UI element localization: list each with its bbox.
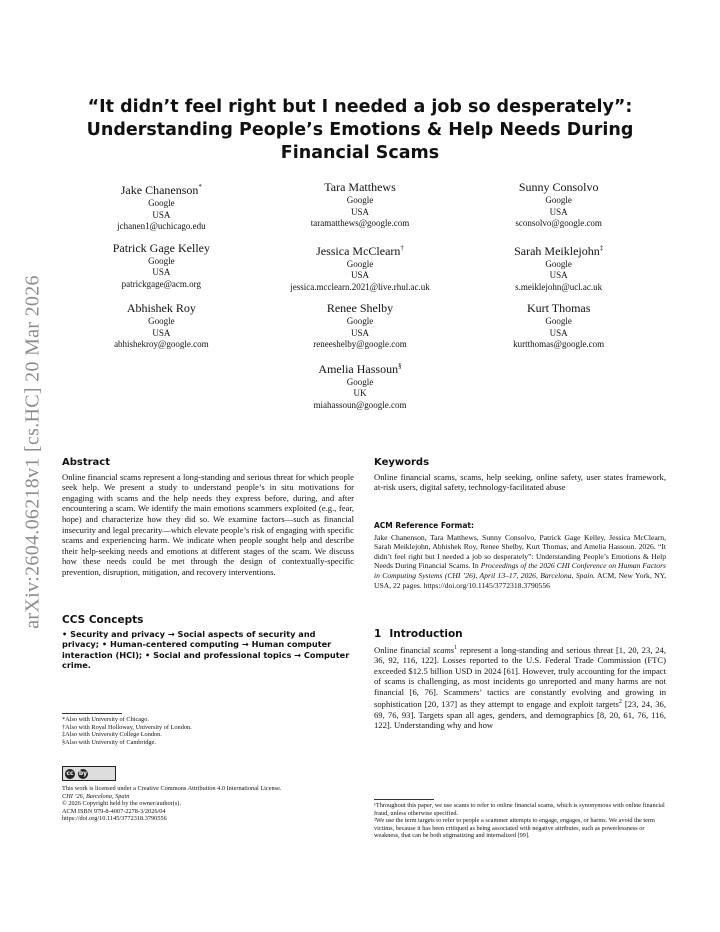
ccs-heading: CCS Concepts — [62, 614, 144, 626]
cc-icon: cc — [66, 769, 74, 777]
author-row — [62, 301, 658, 351]
author-country: USA — [351, 327, 370, 338]
author-card — [260, 359, 460, 412]
author-country: UK — [353, 388, 367, 398]
abstract-section — [62, 458, 354, 578]
copyright-text: © 2026 Copyright held by the owner/author(s). — [62, 800, 181, 808]
author-country: USA — [351, 206, 370, 217]
author-email[interactable]: jessica.mcclearn.2021@live.rhul.ac.uk — [290, 281, 430, 292]
author-email[interactable]: taramatthews@google.com — [310, 218, 410, 228]
affiliation-mark: † — [400, 243, 404, 252]
affiliation-note: §Also with University of Cambridge. — [62, 738, 156, 746]
author-name: Amelia Hassoun§ — [318, 361, 402, 376]
cc-by-license-icon[interactable] — [62, 766, 116, 781]
author-name: Jessica McClearn† — [316, 243, 404, 258]
author-country: USA — [549, 327, 568, 338]
author-name: Sarah Meiklejohn‡ — [514, 243, 604, 258]
author-email[interactable]: miahassoun@google.com — [313, 399, 407, 410]
author-name: Jake Chanenson* — [120, 183, 202, 197]
footnote: ¹Throughout this paper, we use scams to refer to online financial scams, which is synonymous with online financial fraud, unless otherwise specified. — [374, 802, 665, 817]
keywords-section — [374, 458, 666, 493]
footnote-rule — [374, 799, 434, 800]
ccs-section — [62, 615, 354, 671]
reference-format-heading: ACM Reference Format: — [374, 521, 474, 530]
author-country: USA — [549, 270, 568, 280]
author-org: Google — [346, 376, 374, 387]
isbn-text: ACM ISBN 979-8-4007-2278-3/2026/04 — [62, 807, 166, 815]
venue-text: CHI ’26, Barcelona, Spain — [62, 792, 130, 800]
footnotes — [374, 799, 666, 840]
license-block — [62, 766, 354, 823]
author-card — [261, 180, 460, 233]
author-card — [459, 301, 658, 351]
author-name: Renee Shelby — [326, 301, 394, 315]
affiliation-notes — [62, 713, 354, 746]
affiliation-mark: ‡ — [599, 243, 604, 252]
author-name: Sunny Consolvo — [518, 180, 599, 194]
abstract-text: Online financial scams represent a long-standing and serious threat for which people seek help. We present a study to understand people’s in situ motivations for engaging with scams and the help needs they express before, during, and after encountering a scam. We identify the main emotions scammers exploited (e.g., fear, hope) and characterize how they did so. We examine factors—such as financial insecurity and legal precarity—which elevate people’s risk of engaging with specific scams and experiencing harm. We indicate when people sought help and describe their help-seeking needs and emotions at different stages of the scam. We discuss how these needs could be met through the design of contextually-specific prevention, disruption, mitigation, and recovery interventions. — [62, 471, 354, 577]
affiliation-mark: * — [198, 183, 202, 191]
author-row — [62, 359, 658, 412]
reference-format-section — [374, 521, 666, 590]
author-org: Google — [545, 258, 572, 269]
author-org: Google — [545, 195, 572, 205]
author-country: USA — [152, 209, 171, 220]
author-card — [261, 301, 460, 351]
footnote-rule — [62, 713, 122, 714]
author-email[interactable]: reneeshelby@google.com — [313, 339, 407, 349]
author-card — [459, 180, 658, 233]
author-card — [459, 241, 658, 294]
keywords-heading: Keywords — [374, 457, 430, 468]
introduction-section — [374, 629, 666, 731]
author-row — [62, 241, 658, 294]
keywords-text: Online financial scams, scams, help seeking, online safety, user states framework, at-risk users, digital safety, technology-facilitated abuse — [374, 471, 666, 493]
author-name: Tara Matthews — [324, 180, 396, 194]
author-email[interactable]: kurtthomas@google.com — [513, 339, 605, 349]
ccs-text: • Security and privacy → Social aspects of security and privacy; • Human-centered computing → Human computer interaction (HCI); • Social and professional topics → Computer crime. — [62, 628, 350, 671]
author-row — [62, 180, 658, 233]
author-card — [62, 301, 261, 351]
author-org: Google — [545, 316, 572, 326]
author-country: USA — [152, 327, 171, 338]
author-org: Google — [148, 255, 175, 266]
author-email[interactable]: sconsolvo@google.com — [515, 218, 602, 228]
author-org: Google — [346, 316, 374, 326]
author-org: Google — [346, 258, 374, 269]
author-org: Google — [346, 195, 374, 205]
reference-format-text: Jake Chanenson, Tara Matthews, Sunny Consolvo, Patrick Gage Kelley, Jessica McClearn, Sarah Meiklejohn, Abhishek Roy, Renee Shelby, Kurt Thomas, and Amelia Hassoun. 2026. “It didn’t feel right but I needed a job so desperately”: Understanding People’s Emotions & Help Needs During Financial Scams. In Proceedings of the 2026 CHI Conference on Human Factors in Computing Systems (CHI ’26), April 13–17, 2026, Barcelona, Spain. ACM, New York, NY, USA, 22 pages. https://doi.org/10.1145/3772318.3790556 — [374, 532, 666, 590]
by-icon: by — [78, 769, 88, 777]
author-card — [261, 241, 460, 294]
author-email[interactable]: s.meiklejohn@ucl.ac.uk — [515, 281, 603, 292]
author-org: Google — [148, 198, 175, 208]
license-text: This work is licensed under a Creative Commons Attribution 4.0 International License. — [62, 785, 282, 792]
author-email[interactable]: patrickgage@acm.org — [121, 278, 201, 289]
author-name: Patrick Gage Kelley — [112, 240, 210, 255]
affiliation-note: †Also with Royal Holloway, University of London. — [62, 723, 192, 731]
author-block — [62, 180, 658, 411]
paper-title: “It didn’t feel right but I needed a job so desperately”: Understanding People’s Emotions & Help Needs During Financial Scams — [86, 97, 634, 163]
affiliation-note: *Also with University of Chicago. — [62, 716, 149, 723]
author-card — [62, 241, 261, 294]
author-email[interactable]: jchanen1@uchicago.edu — [117, 221, 206, 231]
abstract-heading: Abstract — [62, 457, 111, 468]
affiliation-mark: § — [398, 361, 402, 370]
introduction-heading: 1 Introduction — [374, 628, 463, 640]
affiliation-note: ‡Also with University College London. — [62, 731, 162, 739]
author-country: USA — [152, 267, 171, 277]
author-email[interactable]: abhishekroy@google.com — [114, 339, 209, 349]
author-country: USA — [351, 270, 370, 280]
author-name: Kurt Thomas — [526, 301, 591, 315]
author-org: Google — [148, 316, 175, 326]
author-name: Abhishek Roy — [126, 301, 196, 315]
author-card — [62, 180, 261, 233]
arxiv-identifier: arXiv:2604.06218v1 [cs.HC] 20 Mar 2026 — [21, 275, 44, 629]
introduction-text: Online financial scams$^1$ represent a long-standing and serious threat [1, 20, 23, 24, 36, 92, 116, 122]. Losses reported to the U.S. Federal Trade Commission (FTC) exceeded $12.5 billion USD in 2024 [61]. However, truly accounting for the impact of scams is challenging, as most incidents go unreported and many harms are not financial [6, 76]. Scammers’ tactics are constantly evolving and growing in sophistication [20, 137] as they attempt to engage and exploit targets$^2$ [23, 24, 36, 69, 76, 93]. Targets span all ages, genders, and demographics [8, 20, 61, 76, 116, 122]. Understanding why and how — [374, 644, 666, 731]
doi-link[interactable]: https://doi.org/10.1145/3772318.3790556 — [62, 815, 167, 823]
footnote: ²We use the term targets to refer to people a scammer attempts to engage, engages, or harms. We avoid the term victims, because it has been critiqued as being associated with negative attributes, such as powerlessness or weakness, that can be both stigmatizing and internalized [99]. — [374, 817, 655, 840]
author-country: USA — [549, 206, 568, 217]
